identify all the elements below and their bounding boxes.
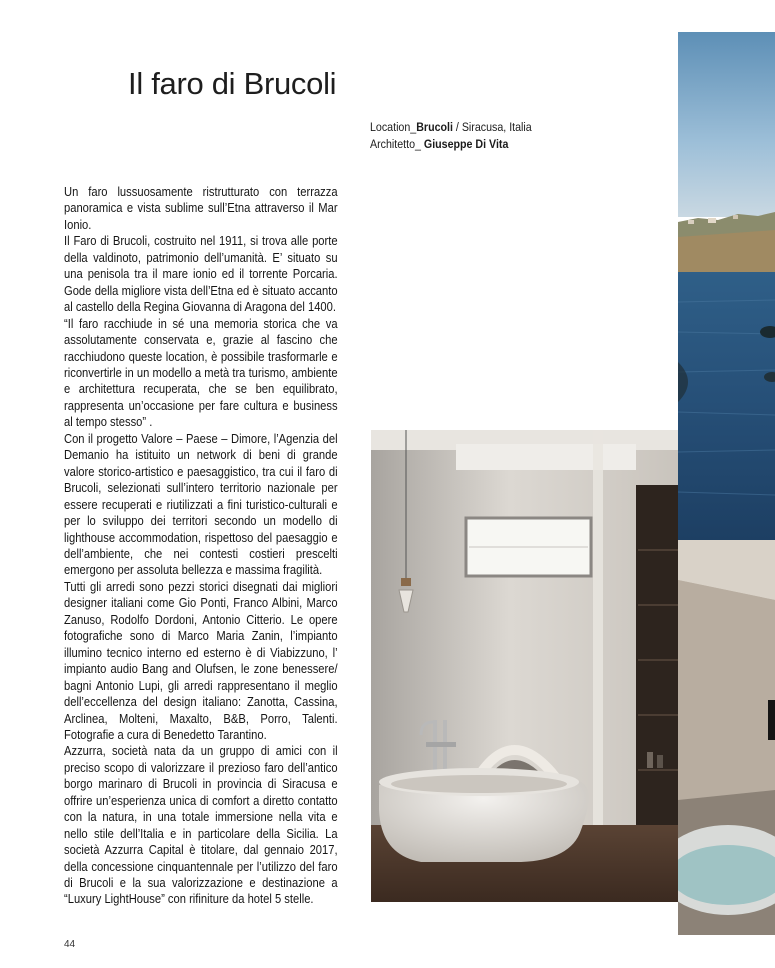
room-interior-photo [678, 540, 775, 935]
credits-block [370, 119, 532, 153]
architect-name: Giuseppe Di Vita [423, 137, 509, 151]
article-body [64, 184, 338, 908]
sea-coast-photo [678, 32, 775, 540]
paragraph: Tutti gli arredi sono pezzi storici disegnati dai migliori designer italiani come Gio Ponti, Franco Albini, Marco Zanuso, Rodolfo Dordoni, Antonio Citterio. Le opere fotografiche sono di Marco Maria Zanin, l’impianto illumino tecnico interno ed esterno è di Viabizzuno, l’ impianto audio Bang and Olufsen, le zone benessere/ bagni Antonio Lupi, gli arredi rappresentano il meglio dell’eccellenza del design italiano: Zanotta, Cassina, Arclinea, Molteni, Maxalto, B&B, Porro, Talenti. Fotografie a cura di Benedetto Tarantino. [64, 578, 338, 742]
architect-label: Architetto_ [370, 137, 424, 151]
bathroom-interior-photo [371, 430, 678, 902]
location-region: / Siracusa, Italia [452, 120, 532, 134]
location-line [370, 119, 532, 136]
paragraph: Azzurra, società nata da un gruppo di amici con il preciso scopo di valorizzare il prezioso faro dell’antico borgo marinaro di Brucoli in provincia di Siracusa e offrire un’esperienza unica di comfort a diretto contatto con la natura, in una totale immersione nella vita e nello stile dell’Italia e in particolare della Sicilia. La società Azzurra Capital è titolare, dal gennaio 2017, della concessione cinquantennale per l’utilizzo del faro di Brucoli e la sua valorizzazione e destinazione a “Luxury LightHouse” con rifiniture da hotel 5 stelle. [64, 743, 338, 907]
paragraph: Il Faro di Brucoli, costruito nel 1911, si trova alle porte della valdinoto, patrimonio dell’umanità. E’ situato su una penisola tra il mare ionio ed il torrente Porcaria. Gode della migliore vista dell’Etna ed è situato accanto al castello della Regina Giovanna di Aragona del 1400. [64, 233, 338, 315]
page-number: 44 [64, 939, 76, 950]
paragraph: Un faro lussuosamente ristrutturato con terrazza panoramica e vista sublime sull’Etna attraverso il Mar Ionio. [64, 184, 338, 232]
paragraph: Con il progetto Valore – Paese – Dimore, l’Agenzia del Demanio ha istituito un network di beni di grande valore storico-artistico e paesaggistico, tra cui il faro di Brucoli, selezionati sull’intero territorio nazionale per essere recuperati e riutilizzati a fini turistico-culturali e per lo sviluppo dei territori secondo un modello di lighthouse accommodation, rispettoso del paesaggio e dell’ambiente, che nei contesti costieri prescelti emergono per assoluta bellezza e massima fragilità. [64, 430, 338, 578]
location-label: Location_ [370, 120, 417, 134]
architect-line [370, 136, 532, 153]
paragraph: “Il faro racchiude in sé una memoria storica che va assolutamente conservata e, grazie al fascino che racchiudono queste location, è possibile trasformarle e riconvertirle in un modello a metà tra turismo, ambiente e architettura recuperata, che se ben equilibrato, rappresenta un’occasione per fare cultura e business al tempo stesso” . [64, 315, 338, 430]
article-title: Il faro di Brucoli [128, 66, 337, 101]
location-name: Brucoli [416, 120, 453, 134]
